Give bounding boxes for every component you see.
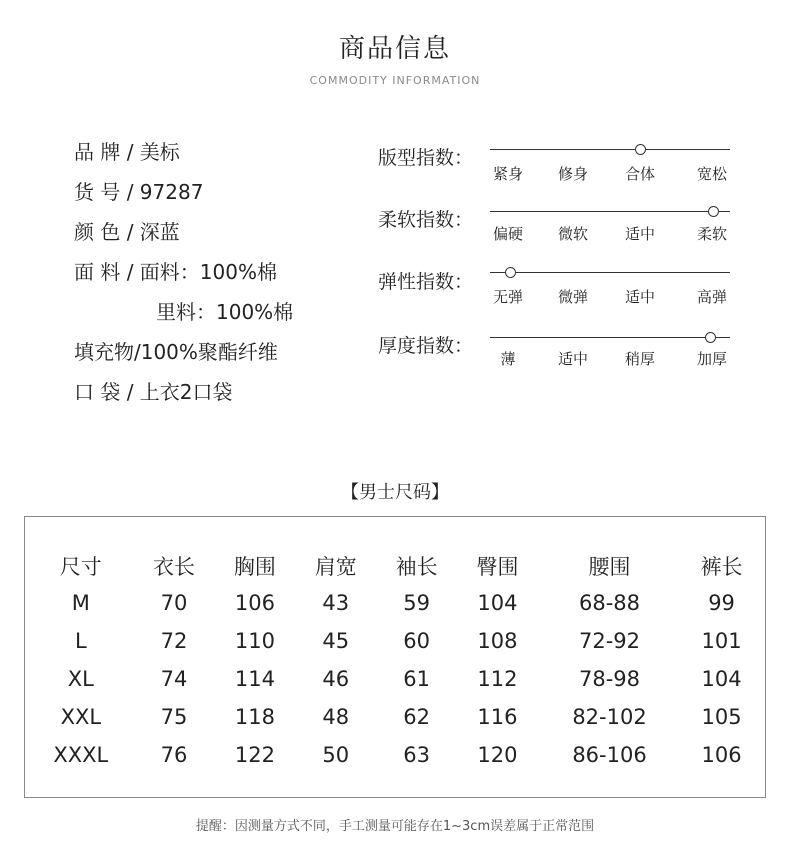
page-title: 商品信息 bbox=[338, 34, 451, 64]
size-chart-row bbox=[28, 584, 762, 622]
info-pockets: 口 袋 / 上衣2口袋 bbox=[74, 380, 233, 404]
softness-index-marker bbox=[708, 206, 719, 217]
size-chart-cell: L bbox=[74, 629, 87, 653]
size-chart-cell: 43 bbox=[322, 591, 350, 615]
size-chart-cell: XXL bbox=[60, 705, 102, 729]
size-chart-cell: 63 bbox=[403, 743, 430, 767]
size-chart-cell: 122 bbox=[234, 743, 275, 767]
size-chart-cell: 112 bbox=[477, 667, 518, 691]
elasticity-index-track bbox=[490, 272, 730, 273]
fit-index-track bbox=[490, 149, 730, 150]
softness-index-option: 适中 bbox=[624, 225, 656, 243]
fit-index-option: 紧身 bbox=[492, 165, 524, 183]
size-chart-column-header: 肩宽 bbox=[314, 555, 357, 579]
size-chart-cell: 86-106 bbox=[572, 743, 647, 767]
size-chart-cell: 48 bbox=[322, 705, 350, 729]
size-chart-cell: 46 bbox=[322, 667, 350, 691]
size-chart-cell: 61 bbox=[403, 667, 430, 691]
fit-index-option: 宽松 bbox=[696, 165, 728, 183]
info-filling: 填充物/100%聚酯纤维 bbox=[74, 340, 278, 364]
size-chart-cell: XL bbox=[67, 667, 94, 691]
size-chart-cell: 116 bbox=[477, 705, 518, 729]
thickness-index-track bbox=[490, 337, 730, 338]
size-chart-cell: 74 bbox=[160, 667, 188, 691]
size-chart-column-header: 臀围 bbox=[476, 555, 519, 579]
thickness-index-option: 稍厚 bbox=[624, 350, 656, 368]
elasticity-index-option: 适中 bbox=[624, 288, 656, 306]
size-chart-column-header: 尺寸 bbox=[59, 555, 102, 579]
size-chart-cell: 59 bbox=[403, 591, 430, 615]
size-chart-cell: 62 bbox=[403, 705, 430, 729]
thickness-index-marker bbox=[705, 332, 716, 343]
size-chart-cell: M bbox=[71, 591, 90, 615]
size-chart-cell: 110 bbox=[234, 629, 275, 653]
size-chart-cell: 76 bbox=[160, 743, 188, 767]
elasticity-index-label: 弹性指数： bbox=[378, 271, 474, 293]
size-chart-cell: 78-98 bbox=[579, 667, 641, 691]
size-chart-table bbox=[28, 548, 762, 774]
elasticity-index-option: 无弹 bbox=[492, 288, 524, 306]
info-lining: 里料：100%棉 bbox=[156, 300, 294, 324]
size-chart-cell: 99 bbox=[708, 591, 735, 615]
size-chart-row bbox=[28, 660, 762, 698]
fit-index-label: 版型指数： bbox=[378, 147, 474, 169]
thickness-index-option: 薄 bbox=[500, 350, 516, 368]
size-chart-cell: 118 bbox=[234, 705, 275, 729]
softness-index-option: 柔软 bbox=[696, 225, 728, 243]
softness-index-option: 微软 bbox=[557, 225, 589, 243]
fit-index-marker bbox=[635, 144, 646, 155]
size-chart-body bbox=[28, 584, 762, 774]
size-chart-cell: 60 bbox=[403, 629, 430, 653]
softness-index-option: 偏硬 bbox=[492, 225, 524, 243]
page-subtitle: COMMODITY INFORMATION bbox=[309, 74, 481, 87]
size-chart-column-header: 衣长 bbox=[153, 555, 196, 579]
size-chart-cell: XXXL bbox=[53, 743, 109, 767]
size-chart-row bbox=[28, 698, 762, 736]
fit-index-option: 合体 bbox=[624, 165, 656, 183]
size-chart-heading: 【男士尺码】 bbox=[341, 482, 449, 503]
size-chart-cell: 101 bbox=[701, 629, 742, 653]
size-chart-cell: 104 bbox=[477, 591, 518, 615]
thickness-index-option: 加厚 bbox=[696, 350, 728, 368]
size-chart-row bbox=[28, 622, 762, 660]
softness-index-label: 柔软指数： bbox=[378, 209, 474, 231]
size-chart-cell: 104 bbox=[701, 667, 742, 691]
info-item-number: 货 号 / 97287 bbox=[74, 180, 204, 204]
size-chart-cell: 70 bbox=[160, 591, 188, 615]
measurement-note: 提醒：因测量方式不同，手工测量可能存在1~3cm误差属于正常范围 bbox=[195, 819, 595, 834]
size-chart-cell: 120 bbox=[477, 743, 518, 767]
size-chart-cell: 105 bbox=[701, 705, 742, 729]
size-chart-cell: 108 bbox=[477, 629, 518, 653]
size-chart-cell: 75 bbox=[160, 705, 188, 729]
size-chart-cell: 114 bbox=[234, 667, 275, 691]
info-brand: 品 牌 / 美标 bbox=[74, 140, 180, 164]
thickness-index-option: 适中 bbox=[557, 350, 589, 368]
softness-index-track bbox=[490, 211, 730, 212]
size-chart-cell: 72 bbox=[160, 629, 188, 653]
size-chart-cell: 68-88 bbox=[579, 591, 641, 615]
fit-index-option: 修身 bbox=[557, 165, 589, 183]
elasticity-index-option: 微弹 bbox=[557, 288, 589, 306]
info-fabric: 面 料 / 面料：100%棉 bbox=[74, 260, 277, 284]
size-chart-column-header: 腰围 bbox=[588, 555, 631, 579]
size-chart-cell: 106 bbox=[234, 591, 275, 615]
size-chart-column-header: 胸围 bbox=[233, 555, 276, 579]
size-chart-header-row bbox=[28, 548, 762, 584]
size-chart-cell: 106 bbox=[701, 743, 742, 767]
size-chart-cell: 82-102 bbox=[572, 705, 647, 729]
size-chart-cell: 50 bbox=[322, 743, 350, 767]
size-chart-cell: 45 bbox=[322, 629, 350, 653]
elasticity-index-marker bbox=[505, 267, 516, 278]
info-color: 颜 色 / 深蓝 bbox=[74, 220, 180, 244]
size-chart-row bbox=[28, 736, 762, 774]
size-chart-column-header: 裤长 bbox=[700, 555, 743, 579]
size-chart-column-header: 袖长 bbox=[395, 555, 438, 579]
thickness-index-label: 厚度指数： bbox=[378, 335, 474, 357]
size-chart-cell: 72-92 bbox=[579, 629, 641, 653]
elasticity-index-option: 高弹 bbox=[696, 288, 728, 306]
